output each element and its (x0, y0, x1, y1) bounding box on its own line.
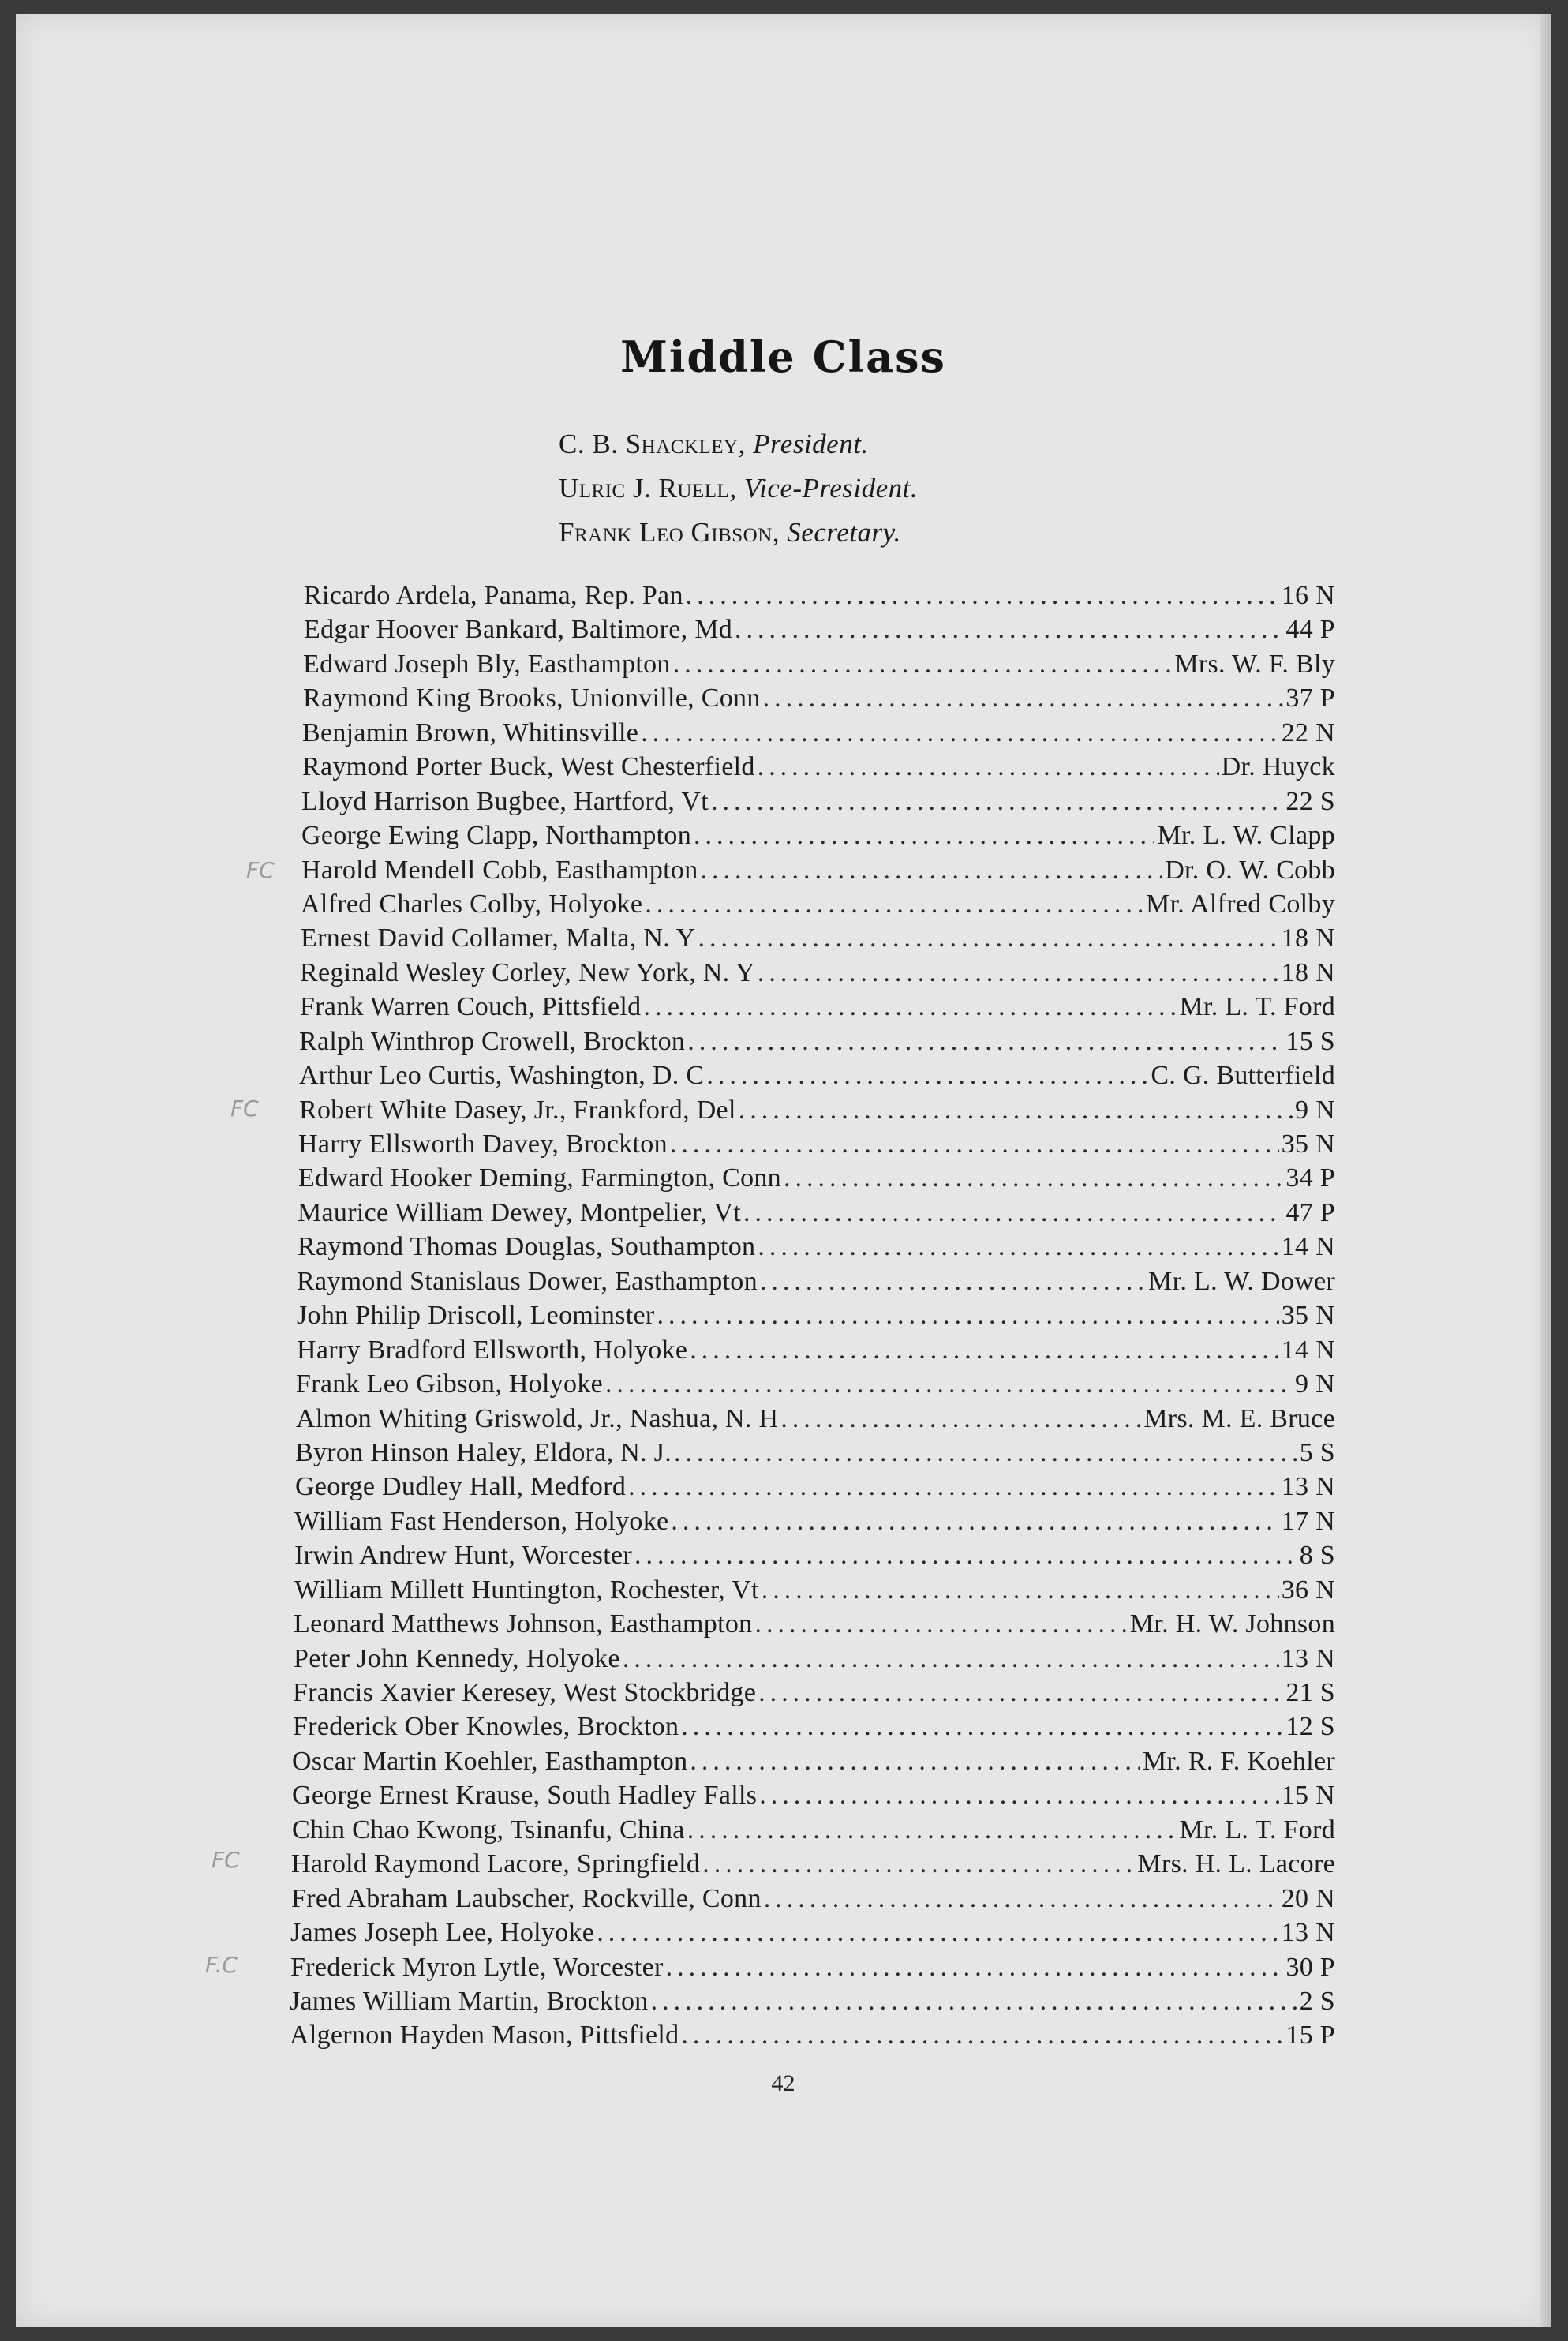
leader-dots (686, 581, 1279, 611)
roster-row (290, 1918, 1335, 1952)
roster-row (301, 890, 1335, 923)
room-or-host: 30 P (1285, 1952, 1335, 1982)
student-name: Benjamin Brown, Whitinsville (302, 717, 639, 747)
margin-annotation: F.C (205, 1952, 238, 1978)
roster-row (295, 1438, 1335, 1472)
roster-row (290, 1953, 1335, 1987)
room-or-host: Mr. H. W. Johnson (1129, 1609, 1335, 1639)
student-name: Ralph Winthrop Crowell, Brockton (299, 1026, 686, 1056)
leader-dots (623, 1644, 1279, 1674)
leader-dots (758, 1678, 1283, 1708)
leader-dots (698, 923, 1278, 953)
student-name: Raymond Porter Buck, West Chesterfield (302, 752, 755, 782)
student-name: Robert White Dasey, Jr., Frankford, Del (299, 1095, 736, 1125)
student-name: Ernest David Collamer, Malta, N. Y (301, 923, 696, 953)
room-or-host: 22 S (1285, 786, 1335, 816)
leader-dots (762, 1575, 1279, 1605)
roster-row (298, 1198, 1335, 1232)
student-name: Alfred Charles Colby, Holyoke (301, 889, 643, 919)
roster-row (298, 1232, 1335, 1266)
room-or-host: 47 P (1285, 1197, 1335, 1227)
roster-row (303, 684, 1335, 717)
room-or-host: 15 N (1281, 1781, 1335, 1811)
officer-role: Secretary. (787, 517, 901, 548)
room-or-host: 9 N (1295, 1369, 1335, 1399)
room-or-host: 2 S (1299, 1986, 1335, 2016)
page-number: 42 (771, 2070, 795, 2096)
room-or-host: 18 N (1281, 923, 1335, 953)
student-name: Raymond Thomas Douglas, Southampton (298, 1232, 756, 1262)
margin-annotation: FC (211, 1847, 240, 1873)
room-or-host: 37 P (1285, 684, 1335, 714)
roster-row (294, 1575, 1335, 1609)
officer-vice-president: Ulric J. Ruell, Vice-President. (559, 473, 919, 504)
leader-dots (645, 890, 1143, 920)
margin-annotation: FC (230, 1096, 259, 1122)
student-name: Leonard Matthews Johnson, Easthampton (294, 1609, 753, 1639)
room-or-host: Mrs. H. L. Lacore (1137, 1849, 1335, 1879)
room-or-host: 14 N (1281, 1335, 1335, 1365)
room-or-host: Mrs. M. E. Bruce (1143, 1403, 1335, 1433)
officer-president: C. B. Shackley, President. (559, 429, 869, 459)
leader-dots (764, 1884, 1279, 1914)
student-name: Algernon Hayden Mason, Pittsfield (290, 2021, 679, 2051)
officer-name: Frank Leo Gibson (559, 517, 773, 548)
leader-dots (641, 718, 1279, 748)
room-or-host: 12 S (1285, 1712, 1335, 1742)
leader-dots (739, 1096, 1293, 1126)
student-name: Harry Ellsworth Davey, Brockton (298, 1129, 668, 1159)
roster-row (298, 1163, 1335, 1197)
leader-dots (759, 1781, 1278, 1811)
leader-dots (634, 1541, 1297, 1571)
room-or-host: Mr. R. F. Koehler (1142, 1746, 1335, 1776)
room-or-host: 36 N (1281, 1575, 1335, 1605)
roster-row (292, 1781, 1335, 1815)
room-or-host: 16 N (1281, 581, 1335, 610)
student-name: John Philip Driscoll, Leominster (297, 1301, 655, 1331)
officers-list (559, 429, 918, 561)
leader-dots (754, 1609, 1127, 1639)
leader-dots (694, 821, 1154, 851)
leader-dots (673, 650, 1173, 680)
room-or-host: 34 P (1285, 1163, 1335, 1193)
roster-row (294, 1644, 1335, 1678)
student-name: Harry Bradford Ellsworth, Holyoke (297, 1335, 688, 1365)
room-or-host: 13 N (1281, 1643, 1335, 1673)
student-name: Byron Hinson Haley, Eldora, N. J. (295, 1437, 672, 1467)
roster-row (299, 1096, 1335, 1129)
leader-dots (702, 1849, 1135, 1879)
officer-name: Ulric J. Ruell (559, 473, 730, 504)
roster-row (297, 1335, 1335, 1369)
roster-row (294, 1609, 1335, 1643)
leader-dots (758, 752, 1219, 782)
room-or-host: 21 S (1285, 1678, 1335, 1707)
leader-dots (681, 1712, 1283, 1742)
student-name: Ricardo Ardela, Panama, Rep. Pan (304, 581, 683, 610)
leader-dots (666, 1953, 1284, 1983)
student-name: Arthur Leo Curtis, Washington, D. C (299, 1061, 705, 1091)
roster-row (301, 856, 1335, 890)
officer-secretary: Frank Leo Gibson, Secretary. (559, 517, 901, 548)
room-or-host: 5 S (1299, 1437, 1335, 1467)
officer-name: C. B. Shackley (559, 429, 739, 459)
student-name: Reginald Wesley Corley, New York, N. Y (300, 957, 755, 987)
student-name: Raymond King Brooks, Unionville, Conn (303, 684, 761, 714)
room-or-host: 15 S (1285, 1026, 1335, 1056)
student-name: Frederick Myron Lytle, Worcester (290, 1952, 664, 1982)
leader-dots (681, 2021, 1283, 2051)
leader-dots (687, 1027, 1283, 1057)
roster-row (294, 1507, 1335, 1541)
roster-row (300, 992, 1335, 1026)
student-name: George Ernest Krause, South Hadley Falls (292, 1781, 758, 1811)
student-name: Irwin Andrew Hunt, Worcester (294, 1541, 633, 1571)
leader-dots (758, 958, 1279, 988)
roster-row (295, 1472, 1335, 1506)
roster-row (293, 1712, 1335, 1746)
roster-row (301, 787, 1335, 821)
roster-row (299, 1027, 1335, 1061)
roster-row (302, 752, 1335, 786)
student-name: James Joseph Lee, Holyoke (290, 1918, 595, 1948)
roster-row (293, 1678, 1335, 1712)
student-roster (16, 581, 1335, 2055)
room-or-host: 44 P (1285, 615, 1335, 645)
room-or-host: Mr. Alfred Colby (1146, 889, 1335, 919)
room-or-host: 20 N (1281, 1883, 1335, 1913)
leader-dots (605, 1369, 1293, 1399)
roster-row (301, 821, 1335, 855)
room-or-host: 18 N (1281, 957, 1335, 987)
roster-row (291, 1884, 1335, 1918)
leader-dots (743, 1198, 1283, 1228)
student-name: Maurice William Dewey, Montpelier, Vt (298, 1197, 741, 1227)
room-or-host: 17 N (1281, 1506, 1335, 1536)
leader-dots (706, 1061, 1148, 1091)
room-or-host: Dr. Huyck (1221, 752, 1335, 782)
leader-dots (671, 1507, 1278, 1537)
leader-dots (687, 1815, 1177, 1845)
margin-annotation: FC (246, 857, 275, 883)
roster-row (292, 1747, 1335, 1781)
room-or-host: 9 N (1295, 1095, 1335, 1125)
roster-row (290, 2021, 1335, 2054)
room-or-host: 35 N (1281, 1301, 1335, 1331)
room-or-host: Mr. L. T. Ford (1179, 1815, 1335, 1845)
roster-row (304, 581, 1335, 615)
student-name: Lloyd Harrison Bugbee, Hartford, Vt (301, 786, 709, 816)
student-name: Raymond Stanislaus Dower, Easthampton (297, 1266, 758, 1296)
officer-role: President. (753, 429, 869, 459)
student-name: Almon Whiting Griswold, Jr., Nashua, N. H (296, 1403, 779, 1433)
student-name: Harold Mendell Cobb, Easthampton (301, 855, 698, 885)
roster-row (296, 1369, 1335, 1403)
roster-row (294, 1541, 1335, 1575)
student-name: Harold Raymond Lacore, Springfield (291, 1849, 701, 1879)
student-name: Edward Joseph Bly, Easthampton (303, 649, 671, 679)
leader-dots (763, 684, 1284, 714)
room-or-host: Dr. O. W. Cobb (1165, 855, 1335, 885)
student-name: Edward Hooker Deming, Farmington, Conn (298, 1163, 781, 1193)
leader-dots (690, 1335, 1279, 1365)
leader-dots (711, 787, 1283, 817)
room-or-host: Mr. L. W. Clapp (1157, 821, 1335, 851)
student-name: George Ewing Clapp, Northampton (301, 821, 692, 851)
leader-dots (758, 1232, 1278, 1262)
roster-row (296, 1404, 1335, 1438)
student-name: Peter John Kennedy, Holyoke (294, 1643, 620, 1673)
leader-dots (643, 992, 1177, 1022)
room-or-host: Mrs. W. F. Bly (1174, 649, 1335, 679)
roster-row (303, 650, 1335, 684)
student-name: Frank Leo Gibson, Holyoke (296, 1369, 604, 1399)
leader-dots (760, 1267, 1146, 1297)
room-or-host: Mr. L. W. Dower (1148, 1266, 1335, 1296)
roster-row (297, 1267, 1335, 1301)
roster-row (301, 923, 1335, 957)
student-name: Frank Warren Couch, Pittsfield (300, 992, 642, 1022)
leader-dots (597, 1918, 1279, 1948)
roster-row (302, 718, 1335, 752)
roster-row (291, 1849, 1335, 1883)
leader-dots (628, 1472, 1279, 1502)
leader-dots (701, 856, 1163, 886)
roster-row (304, 615, 1335, 649)
roster-row (292, 1815, 1335, 1849)
student-name: Oscar Martin Koehler, Easthampton (292, 1746, 688, 1776)
leader-dots (670, 1129, 1279, 1159)
room-or-host: 13 N (1281, 1918, 1335, 1948)
room-or-host: 14 N (1281, 1232, 1335, 1262)
student-name: James William Martin, Brockton (290, 1986, 649, 2016)
leader-dots (735, 615, 1283, 645)
room-or-host: 13 N (1281, 1472, 1335, 1502)
leader-dots (780, 1404, 1141, 1434)
student-name: Edgar Hoover Bankard, Baltimore, Md (304, 615, 733, 645)
officer-role: Vice-President. (743, 473, 919, 504)
student-name: Francis Xavier Keresey, West Stockbridge (293, 1678, 757, 1707)
room-or-host: 8 S (1299, 1541, 1335, 1571)
student-name: William Millett Huntington, Rochester, Vt (294, 1575, 759, 1605)
student-name: William Fast Henderson, Holyoke (294, 1506, 669, 1536)
leader-dots (690, 1747, 1140, 1777)
room-or-host: Mr. L. T. Ford (1179, 992, 1335, 1022)
room-or-host: 22 N (1281, 717, 1335, 747)
book-page (16, 14, 1551, 2327)
roster-row (300, 958, 1335, 992)
leader-dots (657, 1301, 1278, 1331)
room-or-host: C. G. Butterfield (1151, 1061, 1335, 1091)
student-name: George Dudley Hall, Medford (295, 1472, 627, 1502)
roster-row (298, 1129, 1335, 1163)
roster-row (299, 1061, 1335, 1095)
leader-dots (784, 1163, 1283, 1193)
roster-row (297, 1301, 1335, 1335)
page-heading: Middle Class (620, 331, 946, 382)
student-name: Fred Abraham Laubscher, Rockville, Conn (291, 1883, 762, 1913)
leader-dots (674, 1438, 1297, 1468)
room-or-host: 35 N (1281, 1129, 1335, 1159)
leader-dots (651, 1987, 1297, 2017)
roster-row (290, 1987, 1335, 2021)
room-or-host: 15 P (1285, 2021, 1335, 2051)
student-name: Frederick Ober Knowles, Brockton (293, 1712, 679, 1742)
student-name: Chin Chao Kwong, Tsinanfu, China (292, 1815, 685, 1845)
